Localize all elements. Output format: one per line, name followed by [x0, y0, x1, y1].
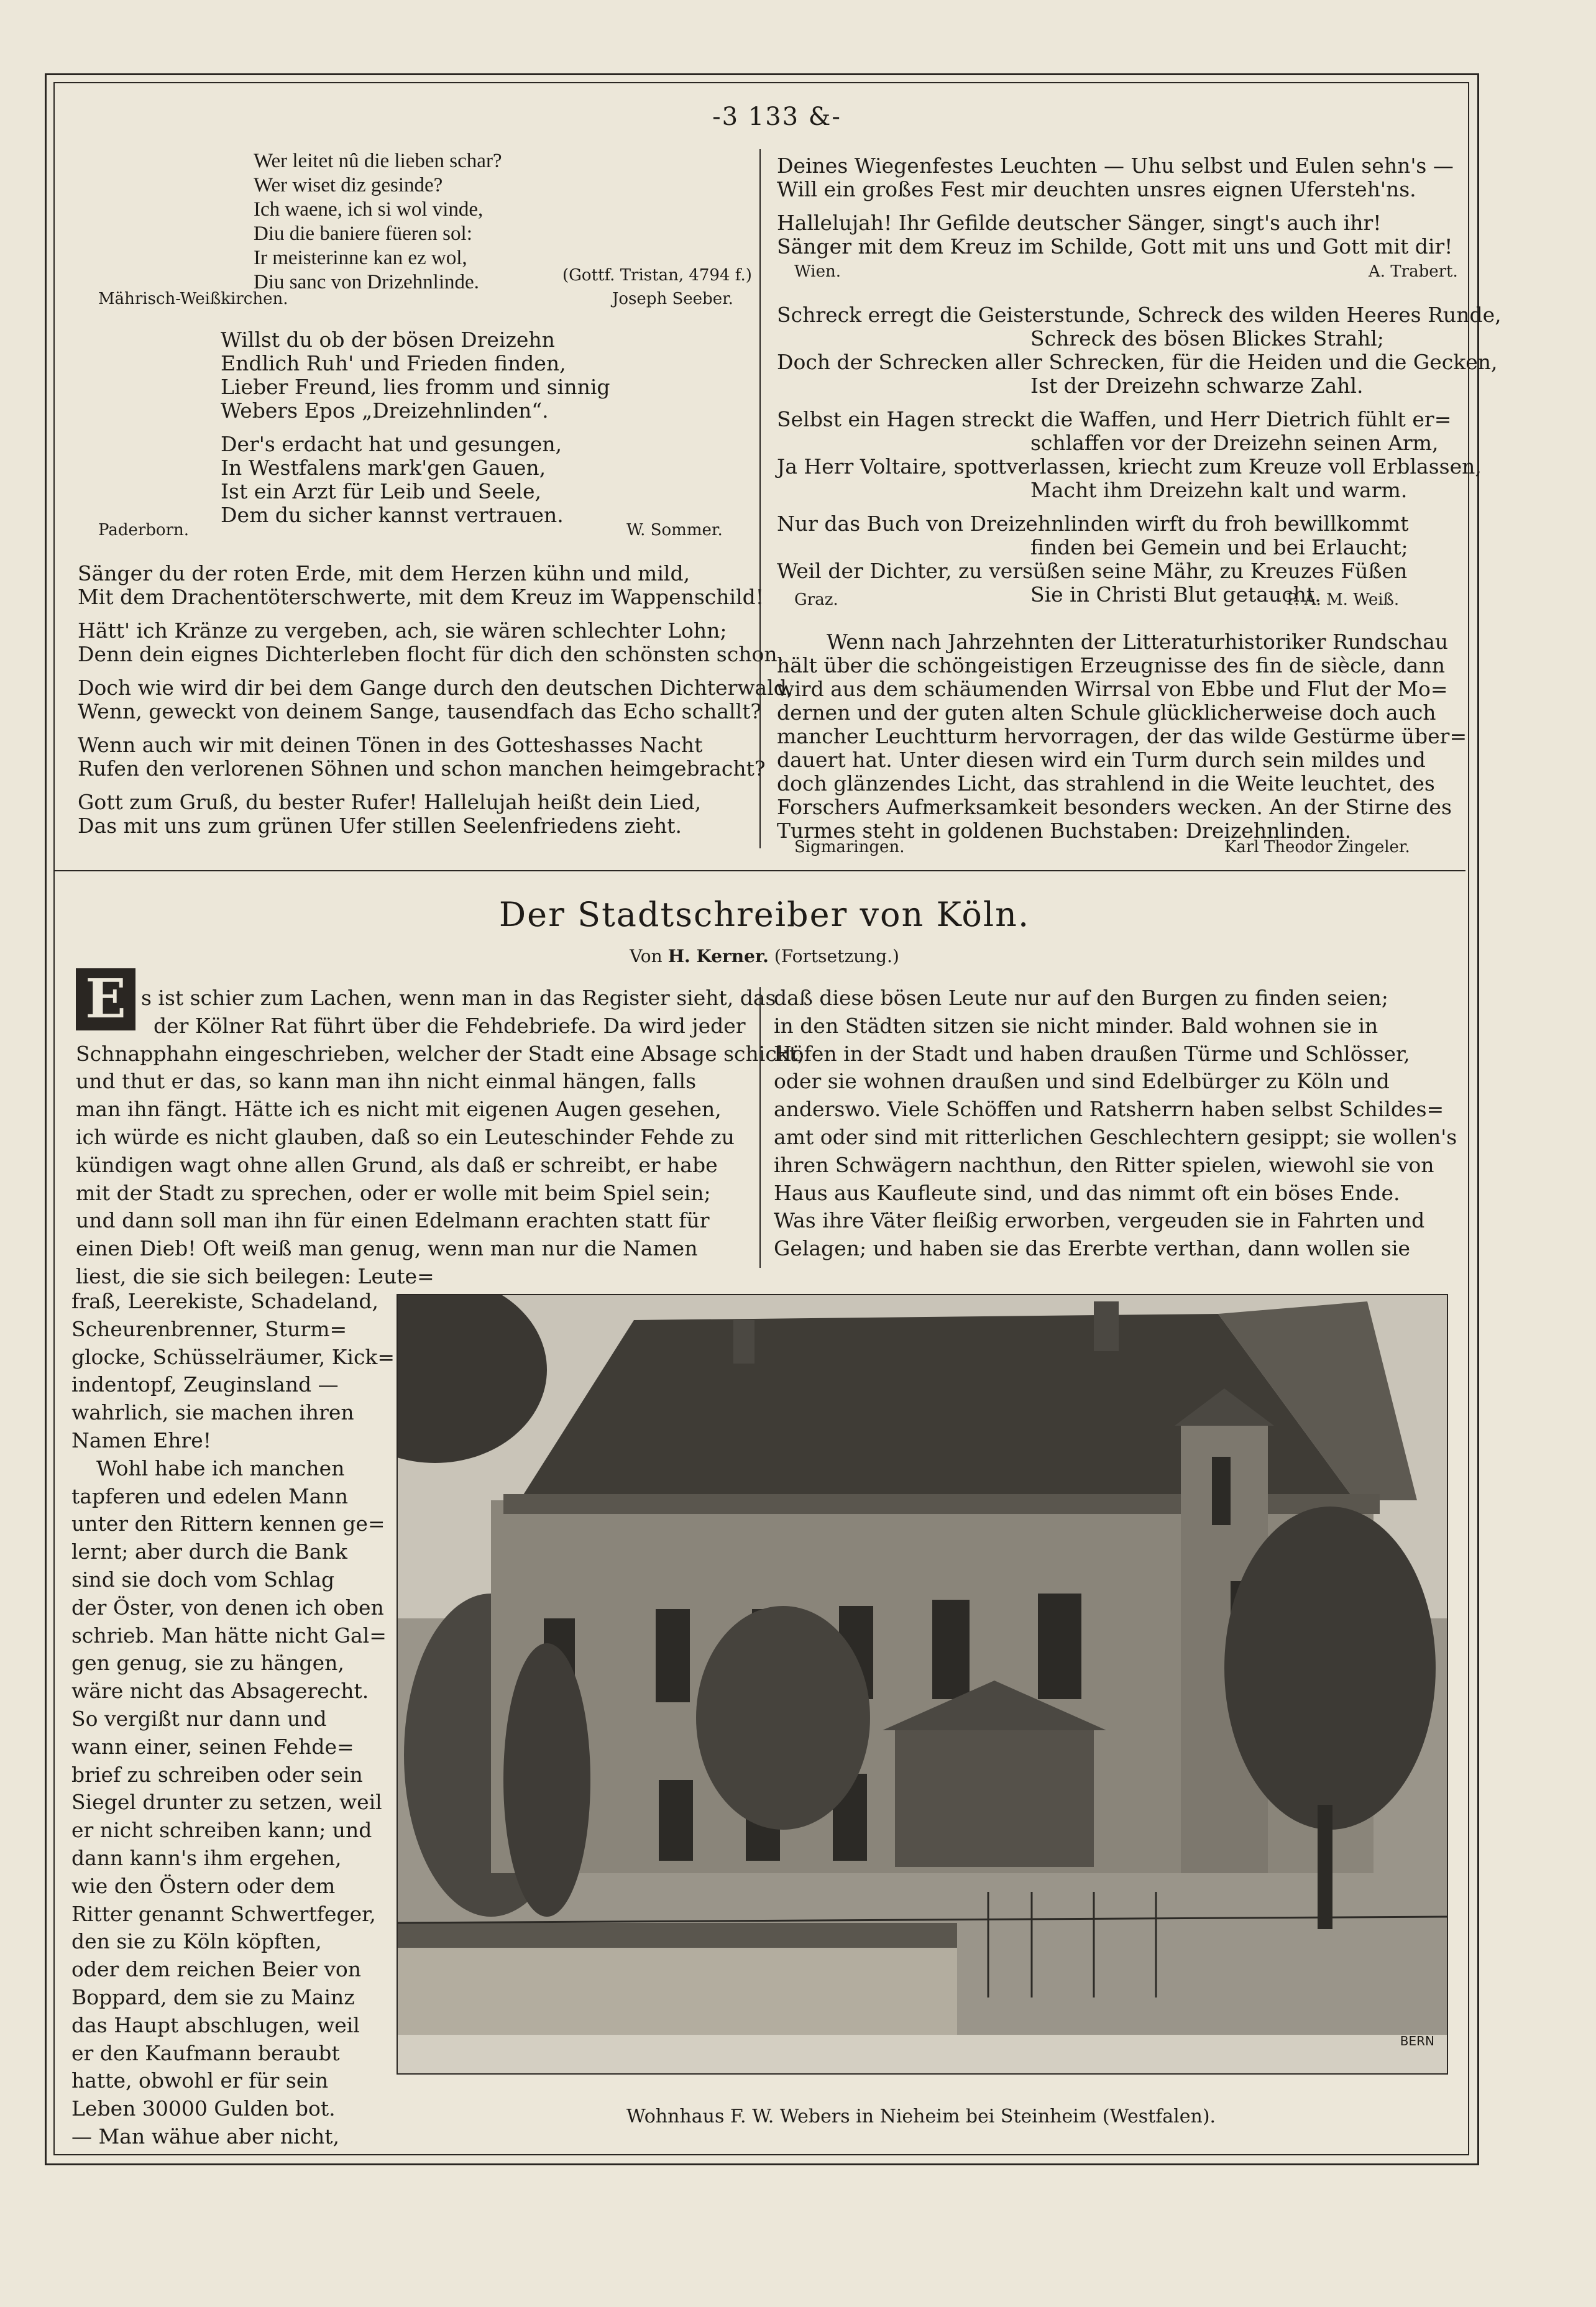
article-line: wahrlich, sie machen ihren: [71, 1400, 354, 1425]
page-number: -3 133 &-: [712, 103, 842, 131]
prose-line: wird aus dem schäumenden Wirrsal von Ebbe und Flut der Mo=: [777, 677, 1448, 701]
article-line: liest, die sie sich beilegen: Leute=: [76, 1264, 434, 1288]
article-narrow-column: [71, 1288, 395, 2151]
poem-line: Hallelujah! Ihr Gefilde deutscher Sänger, singt's auch ihr!: [777, 211, 1382, 235]
poem-line: Schreck des bösen Blickes Strahl;: [1030, 326, 1384, 351]
article-line: Siegel drunter zu setzen, weil: [71, 1790, 382, 1815]
poem-line: Ja Herr Voltaire, spottverlassen, kriecht zum Kreuze voll Erblassen,: [777, 454, 1482, 479]
poem-line: Weil der Dichter, zu versüßen seine Mähr, zu Kreuzes Füßen: [777, 559, 1408, 583]
poem-line: Hätt' ich Kränze zu vergeben, ach, sie wären schlechter Lohn;: [78, 618, 727, 643]
poem-line: Sie in Christi Blut getaucht.: [1030, 582, 1321, 607]
article-line: ich würde es nicht glauben, daß so ein Leuteschinder Fehde zu: [76, 1124, 735, 1149]
article-line: Leben 30000 Gulden bot.: [71, 2096, 336, 2121]
poem-line: Wer wiset diz gesinde?: [254, 174, 443, 196]
house-illustration: [398, 1295, 1447, 2073]
byline-prefix: Von: [630, 946, 663, 966]
prose-line: Wenn nach Jahrzehnten der Litteraturhistoriker Rundschau: [827, 630, 1449, 654]
article-line: indentopf, Zeuginsland —: [71, 1372, 339, 1397]
column-rule-upper: [759, 149, 761, 848]
article-line: daß diese bösen Leute nur auf den Burgen zu finden seien;: [774, 986, 1388, 1010]
poem-line: finden bei Gemein und bei Erlaucht;: [1030, 535, 1408, 559]
article-line: So vergißt nur dann und: [71, 1706, 327, 1731]
article-line: und dann soll man ihn für einen Edelmann erachten statt für: [76, 1208, 710, 1233]
poem-line: Sänger du der roten Erde, mit dem Herzen kühn und mild,: [78, 561, 690, 585]
poem-line: Webers Epos „Dreizehnlinden“.: [221, 398, 549, 423]
article-line: Wohl habe ich manchen: [96, 1456, 345, 1480]
poem-line: Willst du ob der bösen Dreizehn: [221, 328, 555, 352]
article-line: glocke, Schüsselräumer, Kick=: [71, 1344, 395, 1369]
poem-line: Diu die baniere füeren sol:: [254, 222, 472, 245]
poem-tristan: [254, 149, 502, 295]
article-line: oder sie wohnen draußen und sind Edelbürger zu Köln und: [774, 1069, 1390, 1094]
byline-author: H. Kerner.: [667, 946, 769, 966]
prose-line: Turmes steht in goldenen Buchstaben: Dreizehnlinden.: [777, 819, 1352, 843]
poem-line: Nur das Buch von Dreizehnlinden wirft du froh bewillkommt: [777, 511, 1409, 536]
poem-line: Rufen den verlorenen Söhnen und schon manchen heimgebracht?: [78, 756, 766, 781]
article-line: man ihn fängt. Hätte ich es nicht mit eigenen Augen gesehen,: [76, 1097, 722, 1122]
signature-place: Sigmaringen.: [794, 838, 905, 856]
article-line: — Man wähue aber nicht,: [71, 2124, 340, 2149]
article-line: wann einer, seinen Fehde=: [71, 1734, 354, 1759]
article-line: er nicht schreiben kann; und: [71, 1818, 372, 1843]
article-title: Der Stadtschreiber von Köln.: [498, 895, 1030, 934]
article-line: den sie zu Köln köpften,: [71, 1929, 322, 1954]
article-line: dann kann's ihm ergehen,: [71, 1845, 342, 1870]
article-line: er den Kaufmann beraubt: [71, 2040, 340, 2065]
poem-trabert: [777, 154, 1454, 268]
column-rule-article: [759, 987, 761, 1268]
signature-author: Karl Theodor Zingeler.: [1224, 838, 1410, 856]
poem-line: Ich waene, ich si wol vinde,: [254, 198, 484, 221]
article-line: kündigen wagt ohne allen Grund, als daß er schreibt, er habe: [76, 1152, 718, 1177]
poem-line: Dem du sicher kannst vertrauen.: [221, 503, 564, 527]
article-line: amt oder sind mit ritterlichen Geschlechtern gesippt; sie wollen's: [774, 1124, 1457, 1149]
poem-line: Diu sanc von Drizehnlinde.: [254, 271, 479, 293]
article-line: der Kölner Rat führt über die Fehdebriefe. Da wird jeder: [154, 1013, 746, 1038]
prose-line: doch glänzendes Licht, das strahlend in die Weite leuchtet, des: [777, 771, 1435, 796]
article-line: lernt; aber durch die Bank: [71, 1539, 347, 1564]
article-line: anderswo. Viele Schöffen und Ratsherrn haben selbst Schildes=: [774, 1097, 1444, 1122]
poem-line: Macht ihm Dreizehn kalt und warm.: [1030, 478, 1408, 502]
poem-line: schlaffen vor der Dreizehn seinen Arm,: [1030, 431, 1439, 455]
dreizehnlinden-prose: [777, 630, 1467, 843]
article-line: Ritter genannt Schwertfeger,: [71, 1901, 376, 1926]
section-divider: [55, 870, 1465, 871]
signature-author: P. A. M. Weiß.: [1286, 590, 1400, 609]
article-line: einen Dieb! Oft weiß man genug, wenn man nur die Namen: [76, 1236, 698, 1261]
prose-line: hält über die schöngeistigen Erzeugnisse des fin de siècle, dann: [777, 653, 1445, 677]
signature-author: W. Sommer.: [626, 521, 723, 539]
article-right-column: [774, 984, 1457, 1263]
poem-line: Ist ein Arzt für Leib und Seele,: [221, 479, 541, 503]
poem-line: Will ein großes Fest mir deuchten unsres eignen Ufersteh'ns.: [777, 177, 1416, 201]
article-line: gen genug, sie zu hängen,: [71, 1651, 344, 1676]
article-line: mit der Stadt zu sprechen, oder er wolle mit beim Spiel sein;: [76, 1180, 711, 1205]
poem-line: In Westfalens mark'gen Gauen,: [221, 456, 546, 480]
article-byline: [435, 946, 1094, 966]
prose-line: mancher Leuchtturm hervorragen, der das wilde Gestürme über=: [777, 724, 1467, 748]
house-photograph: [397, 1294, 1448, 2075]
signature-place: Graz.: [794, 590, 838, 609]
article-line: Gelagen; und haben sie das Ererbte verthan, dann wollen sie: [774, 1236, 1411, 1261]
poem-line: Schreck erregt die Geisterstunde, Schreck des wilden Heeres Runde,: [777, 303, 1502, 327]
poem-line: Denn dein eignes Dichterleben flocht für dich den schönsten schon.: [78, 642, 784, 666]
prose-line: dernen und der guten alten Schule glücklicherweise doch auch: [777, 700, 1436, 725]
article-left-column: [76, 984, 804, 1291]
article-line: brief zu schreiben oder sein: [71, 1762, 363, 1787]
photo-caption: Wohnhaus F. W. Webers in Nieheim bei Steinheim (Westfalen).: [626, 2106, 1216, 2127]
poem-line: Selbst ein Hagen streckt die Waffen, und Herr Dietrich fühlt er=: [777, 407, 1452, 431]
poem-line: Lieber Freund, lies fromm und sinnig: [221, 375, 610, 399]
signature-author: Joseph Seeber.: [612, 290, 733, 308]
article-line: Haus aus Kaufleute sind, und das nimmt oft ein böses Ende.: [774, 1180, 1400, 1205]
article-line: tapferen und edelen Mann: [71, 1484, 348, 1508]
article-line: Höfen in der Stadt und haben draußen Türme und Schlösser,: [774, 1041, 1410, 1066]
poem-line: Doch wie wird dir bei dem Gange durch den deutschen Dichterwald,: [78, 676, 794, 700]
signature-place: Paderborn.: [98, 521, 190, 539]
poem-line: Gott zum Gruß, du bester Rufer! Hallelujah heißt dein Lied,: [78, 790, 702, 814]
article-line: wäre nicht das Absagerecht.: [71, 1679, 369, 1704]
article-line: Was ihre Väter fleißig erworben, vergeuden sie in Fahrten und: [774, 1208, 1425, 1233]
article-line: unter den Rittern kennen ge=: [71, 1511, 385, 1536]
poem-weiss: [777, 303, 1502, 617]
article-line: Schnapphahn eingeschrieben, welcher der Stadt eine Absage schickt;: [76, 1041, 805, 1066]
poem-line: Doch der Schrecken aller Schrecken, für die Heiden und die Gecken,: [777, 350, 1498, 374]
poem-line: Wenn auch wir mit deinen Tönen in des Gotteshasses Nacht: [78, 733, 703, 757]
article-line: und thut er das, so kann man ihn nicht einmal hängen, falls: [76, 1069, 697, 1094]
poem-saenger: [78, 562, 793, 848]
poem-line: Ist der Dreizehn schwarze Zahl.: [1030, 374, 1364, 398]
article-line: Boppard, dem sie zu Mainz: [71, 1984, 355, 2009]
poem-citation: (Gottf. Tristan, 4794 f.): [562, 266, 752, 285]
prose-line: dauert hat. Unter diesen wird ein Turm durch sein mildes und: [777, 748, 1426, 772]
signature-author: A. Trabert.: [1369, 262, 1458, 281]
article-line: s ist schier zum Lachen, wenn man in das Register sieht, das: [141, 986, 776, 1010]
poem-line: Ir meisterinne kan ez wol,: [254, 247, 467, 269]
poem-sommer: [221, 328, 610, 537]
article-line: hatte, obwohl er für sein: [71, 2068, 329, 2093]
poem-line: Wer leitet nû die lieben schar?: [254, 150, 502, 172]
signature-place: Wien.: [794, 262, 841, 281]
byline-suffix: (Fortsetzung.): [774, 946, 899, 966]
poem-line: Das mit uns zum grünen Ufer stillen Seelenfriedens zieht.: [78, 814, 682, 838]
poem-line: Sänger mit dem Kreuz im Schilde, Gott mit uns und Gott mit dir!: [777, 234, 1453, 259]
photo-credit: BERN: [1400, 2034, 1434, 2048]
article-line: der Öster, von denen ich oben: [71, 1595, 384, 1620]
article-line: fraß, Leerekiste, Schadeland,: [71, 1289, 378, 1313]
article-line: Namen Ehre!: [71, 1428, 212, 1452]
prose-line: Forschers Aufmerksamkeit besonders wecken. An der Stirne des: [777, 795, 1452, 819]
poem-line: Mit dem Drachentöterschwerte, mit dem Kreuz im Wappenschild!: [78, 585, 764, 609]
article-line: wie den Östern oder dem: [71, 1873, 336, 1898]
article-line: das Haupt abschlugen, weil: [71, 2012, 360, 2037]
article-line: Scheurenbrenner, Sturm=: [71, 1316, 347, 1341]
article-line: ihren Schwägern nachthun, den Ritter spielen, wiewohl sie von: [774, 1152, 1434, 1177]
drop-cap: E: [76, 968, 135, 1030]
poem-line: Wenn, geweckt von deinem Sange, tausendfach das Echo schallt?: [78, 699, 762, 723]
article-line: oder dem reichen Beier von: [71, 1957, 361, 1982]
poem-line: Der's erdacht hat und gesungen,: [221, 432, 562, 456]
article-line: schrieb. Man hätte nicht Gal=: [71, 1623, 387, 1648]
poem-line: Endlich Ruh' und Frieden finden,: [221, 351, 566, 375]
article-line: in den Städten sitzen sie nicht minder. Bald wohnen sie in: [774, 1013, 1378, 1038]
poem-line: Deines Wiegenfestes Leuchten — Uhu selbst und Eulen sehn's —: [777, 154, 1454, 178]
article-line: sind sie doch vom Schlag: [71, 1567, 335, 1592]
signature-place: Mährisch-Weißkirchen.: [98, 290, 288, 308]
